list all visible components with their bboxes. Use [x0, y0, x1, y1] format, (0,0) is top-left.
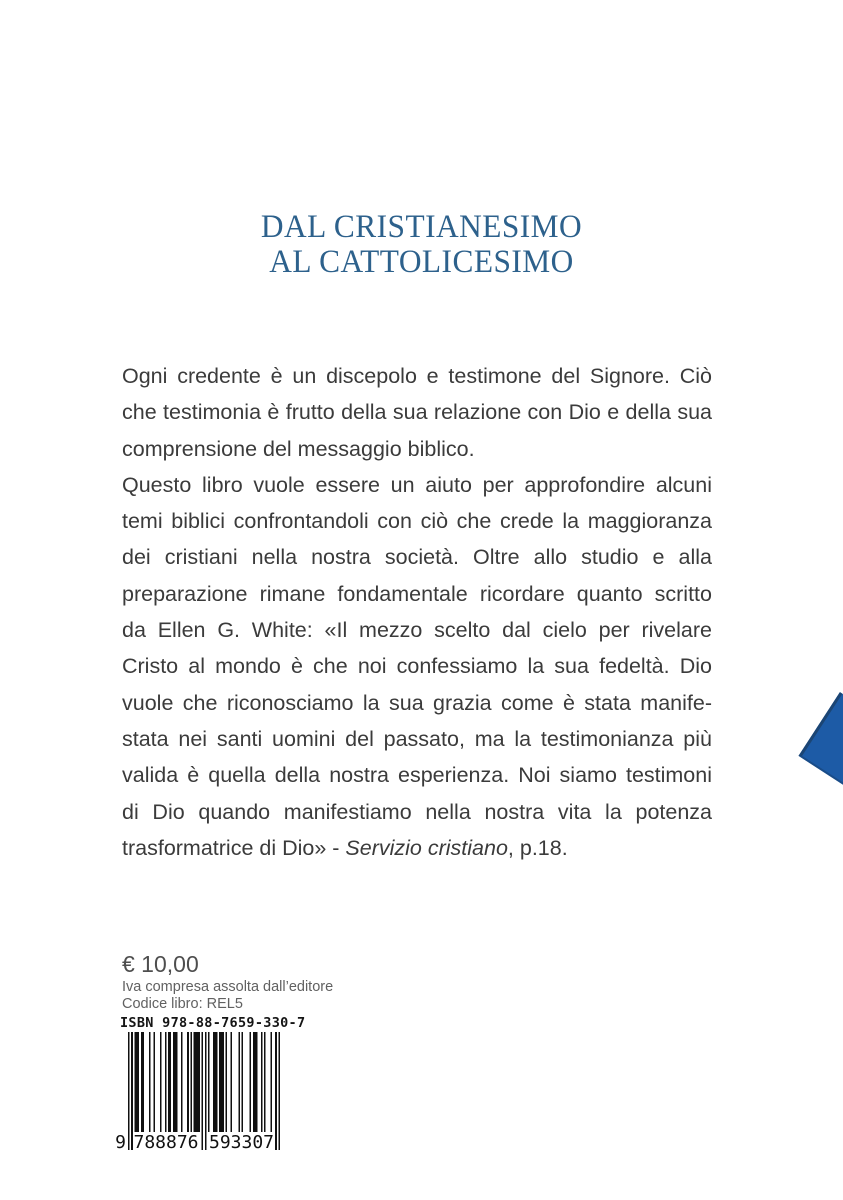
- quote-attribution-prefix: trasformatrice di Dio» -: [122, 835, 346, 860]
- description-line: temi biblici confrontandoli con ciò che crede la maggioranza: [122, 509, 712, 534]
- book-title-line-2: AL CATTOLICESIMO: [269, 244, 574, 280]
- description-line: dei cristiani nella nostra società. Oltre allo studio e alla: [122, 545, 712, 570]
- barcode-digits-left: 788876: [133, 1132, 199, 1153]
- description-line: valida è quella della nostra esperienza. Noi siamo testimoni: [122, 763, 712, 788]
- description-line: da Ellen G. White: «Il mezzo scelto dal cielo per rivelare: [122, 618, 712, 643]
- quoted-work-title: Servizio cristiano: [345, 835, 508, 860]
- quote-attribution-suffix: , p.18.: [507, 835, 568, 860]
- description-line: Ogni credente è un discepolo e testimone del Signore. Ciò: [122, 364, 712, 388]
- vat-note: Iva compresa assolta dall’editore: [122, 979, 334, 995]
- price-label: € 10,00: [122, 951, 199, 977]
- barcode-digit-first: 9: [115, 1132, 126, 1153]
- description-line: di Dio quando manifestiamo nella nostra vita la potenza: [122, 799, 712, 824]
- description-last-line: [122, 830, 712, 866]
- description-text: [122, 358, 712, 866]
- description-line: comprensione del messaggio biblico.: [122, 436, 475, 461]
- book-title-line-1: DAL CRISTIANESIMO: [260, 209, 583, 245]
- isbn-label: ISBN 978-88-7659-330-7: [120, 1015, 306, 1031]
- barcode: [115, 1032, 280, 1153]
- barcode-digits-right: 593307: [208, 1132, 275, 1153]
- blue-corner-ribbon: [799, 692, 843, 798]
- description-line: Cristo al mondo è che noi confessiamo la sua fedeltà. Dio: [122, 654, 712, 679]
- description-line: Questo libro vuole essere un aiuto per approfondire alcuni: [122, 472, 712, 497]
- description-line: che testimonia è frutto della sua relazione con Dio e della sua: [122, 400, 712, 425]
- description-line: preparazione rimane fondamentale ricordare quanto scritto: [122, 581, 712, 606]
- description-line: stata nei santi uomini del passato, ma la testimonianza più: [122, 726, 712, 751]
- book-code: Codice libro: REL5: [122, 996, 243, 1012]
- book-title: [21, 210, 822, 280]
- description-line: vuole che riconosciamo la sua grazia come è stata manife-: [122, 690, 712, 715]
